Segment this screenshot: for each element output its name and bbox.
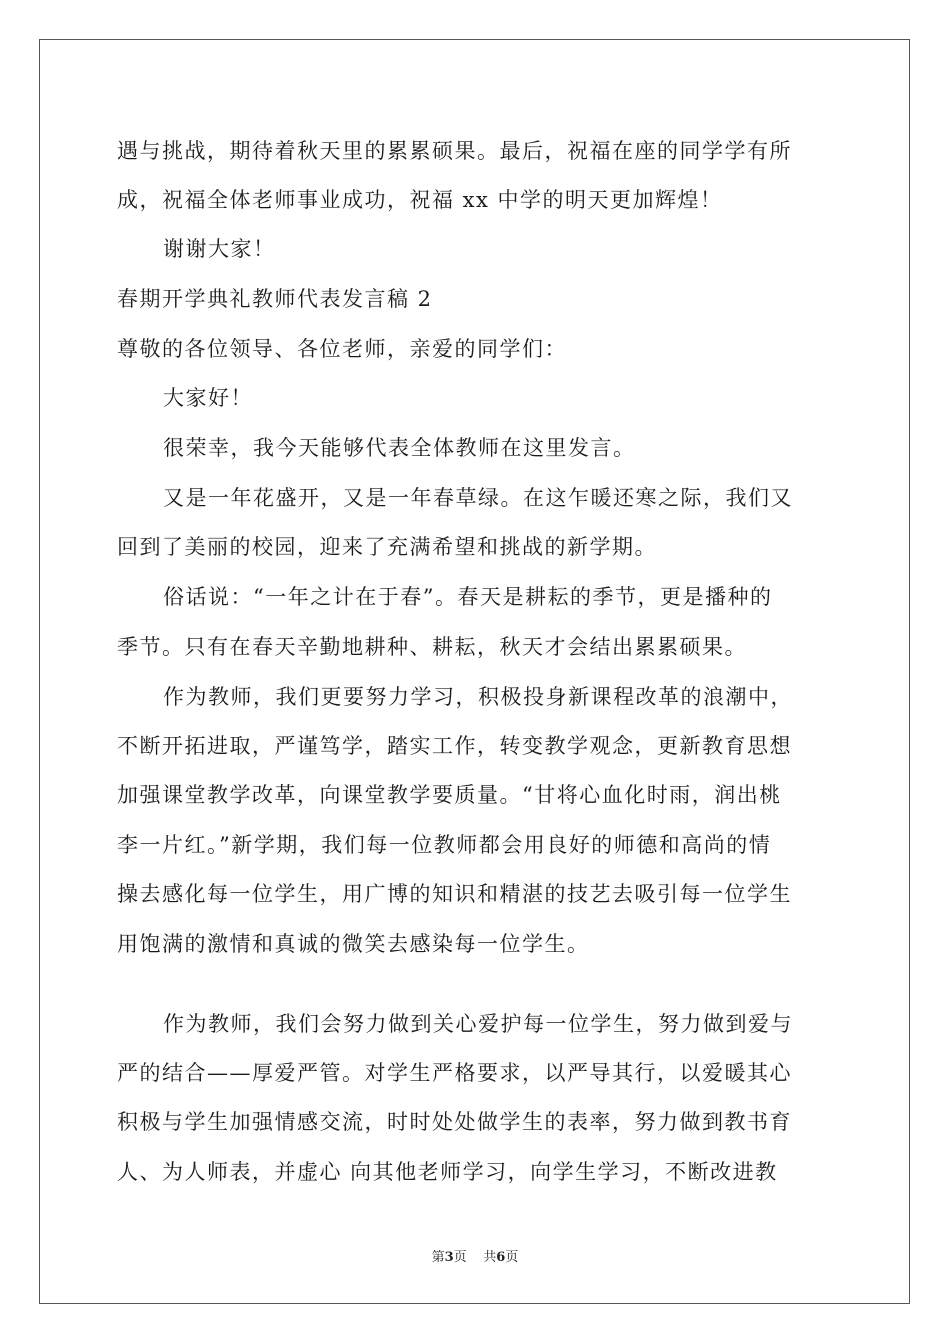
body-line: 大家好！ — [163, 386, 253, 410]
body-line: 作为教师，我们会努力做到关心爱护每一位学生，努力做到爱与 — [163, 1012, 793, 1036]
page-footer — [0, 1246, 950, 1265]
body-line: 作为教师，我们更要努力学习，积极投身新课程改革的浪潮中， — [163, 685, 793, 709]
body-line: 遇与挑战，期待着秋天里的累累硕果。最后，祝福在座的同学学有所 — [117, 139, 792, 163]
body-line: 谢谢大家！ — [163, 237, 276, 261]
salutation: 尊敬的各位领导、各位老师，亲爱的同学们： — [117, 337, 567, 361]
body-line: 加强课堂教学改革，向课堂教学要质量。“甘将心血化时雨，润出桃 — [117, 783, 782, 807]
footer-total-number: 6 — [496, 1250, 506, 1265]
body-line: 严的结合——厚爱严管。对学生严格要求，以严导其行，以爱暖其心 — [117, 1061, 792, 1085]
body-line: 很荣幸，我今天能够代表全体教师在这里发言。 — [163, 436, 636, 460]
section-heading: 春期开学典礼教师代表发言稿 2 — [117, 287, 433, 311]
body-line: 用饱满的激情和真诚的微笑去感染每一位学生。 — [117, 932, 590, 956]
body-line: 成，祝福全体老师事业成功，祝福 xx 中学的明天更加辉煌！ — [117, 188, 723, 212]
body-line: 回到了美丽的校园，迎来了充满希望和挑战的新学期。 — [117, 535, 657, 559]
footer-page-suffix: 页 — [453, 1250, 467, 1265]
footer-total-suffix: 页 — [505, 1250, 519, 1265]
footer-page-prefix: 第 — [431, 1250, 445, 1265]
body-line: 李一片红。”新学期，我们每一位教师都会用良好的师德和高尚的情 — [117, 833, 772, 857]
body-line: 季节。只有在春天辛勤地耕种、耕耘，秋天才会结出累累硕果。 — [117, 635, 747, 659]
body-line: 人、为人师表，并虚心 向其他老师学习，向学生学习，不断改进教 — [117, 1160, 778, 1184]
body-line: 不断开拓进取，严谨笃学，踏实工作，转变教学观念，更新教育思想 — [117, 734, 792, 758]
footer-total-prefix: 共 — [483, 1250, 497, 1265]
footer-page-number: 3 — [444, 1250, 454, 1265]
body-line: 又是一年花盛开，又是一年春草绿。在这乍暖还寒之际，我们又 — [163, 486, 793, 510]
body-line: 操去感化每一位学生，用广博的知识和精湛的技艺去吸引每一位学生 — [117, 882, 792, 906]
body-line: 积极与学生加强情感交流，时时处处做学生的表率，努力做到教书育 — [117, 1110, 792, 1134]
body-line: 俗话说：“一年之计在于春”。春天是耕耘的季节，更是播种的 — [163, 585, 773, 609]
